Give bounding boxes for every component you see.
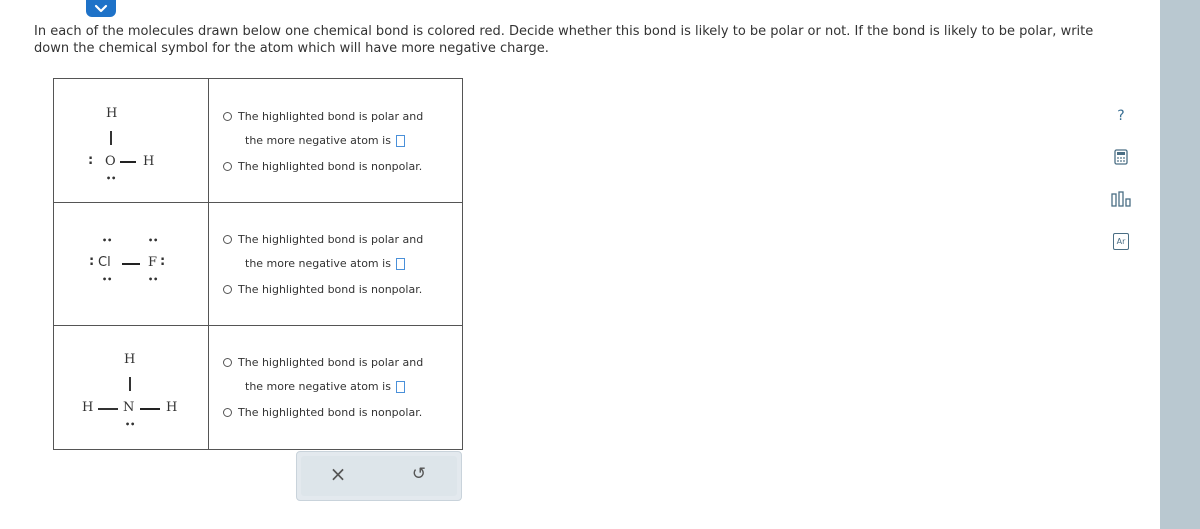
f-lone-pair-bottom: •• — [148, 275, 159, 284]
negative-atom-line — [245, 134, 405, 147]
negative-atom-input[interactable] — [396, 135, 405, 147]
bond-o-h-vertical — [110, 131, 112, 145]
nonpolar-radio[interactable] — [223, 162, 232, 171]
water-structure — [54, 79, 208, 202]
negative-atom-label: the more negative atom is — [245, 380, 391, 393]
atom-h-top: H — [124, 352, 136, 367]
atom-o: O — [105, 154, 116, 169]
chevron-down-icon — [94, 4, 108, 13]
action-bar — [296, 451, 462, 501]
clear-button[interactable] — [326, 462, 350, 486]
bond-n-h-highlighted — [140, 408, 160, 410]
nonpolar-radio[interactable] — [223, 285, 232, 294]
nonpolar-option[interactable] — [223, 406, 422, 419]
nonpolar-label: The highlighted bond is nonpolar. — [238, 406, 423, 419]
collapse-button[interactable] — [86, 0, 116, 17]
polar-label: The highlighted bond is polar and — [238, 233, 424, 246]
cl-lone-pair-bottom: •• — [102, 275, 113, 284]
lone-pair-bottom: •• — [106, 174, 117, 183]
clf-structure — [54, 202, 208, 325]
molecule-table — [53, 78, 463, 450]
atom-h-left: H — [82, 400, 94, 415]
help-button[interactable] — [1108, 105, 1134, 127]
bond-o-h-highlighted — [120, 161, 136, 163]
bond-h-n-left — [98, 408, 118, 410]
calculator-icon — [1114, 149, 1128, 165]
help-icon: ? — [1117, 108, 1125, 124]
negative-atom-label: the more negative atom is — [245, 134, 391, 147]
row-ammonia — [54, 325, 462, 449]
atom-h-right: H — [166, 400, 178, 415]
undo-icon: ↺ — [411, 464, 427, 484]
nonpolar-option[interactable] — [223, 160, 422, 173]
undo-button[interactable] — [407, 462, 431, 486]
polar-radio[interactable] — [223, 358, 232, 367]
periodic-table-icon: Ar — [1113, 233, 1129, 250]
cl-lone-pair-left: : — [89, 254, 95, 269]
nonpolar-label: The highlighted bond is nonpolar. — [238, 283, 423, 296]
row-water-options — [223, 79, 453, 202]
f-lone-pair-top: •• — [148, 236, 159, 245]
negative-atom-input[interactable] — [396, 258, 405, 270]
close-icon: × — [329, 462, 347, 486]
f-lone-pair-right: : — [160, 254, 166, 269]
nonpolar-option[interactable] — [223, 283, 422, 296]
calculator-button[interactable] — [1108, 146, 1134, 168]
lone-pair-left: : — [88, 153, 94, 168]
row-chlorine-fluoride — [54, 202, 462, 325]
polar-radio[interactable] — [223, 112, 232, 121]
polar-option[interactable] — [223, 233, 423, 246]
polar-radio[interactable] — [223, 235, 232, 244]
atom-h-right: H — [143, 154, 155, 169]
cl-lone-pair-top: •• — [102, 236, 113, 245]
polar-option[interactable] — [223, 356, 423, 369]
nonpolar-radio[interactable] — [223, 408, 232, 417]
chart-icon — [1111, 191, 1131, 207]
ammonia-structure — [54, 325, 208, 449]
right-sidebar — [1160, 0, 1200, 529]
negative-atom-label: the more negative atom is — [245, 257, 391, 270]
polar-option[interactable] — [223, 110, 423, 123]
chart-button[interactable] — [1108, 188, 1134, 210]
row-water — [54, 79, 462, 202]
row-ammonia-options — [223, 325, 453, 449]
question-prompt: In each of the molecules drawn below one chemical bond is colored red. Decide whether this bond is likely to be polar or not. If the bond is likely to be polar, write down the chemical symbol for the atom which will have more negative charge. — [34, 24, 1094, 56]
atom-n: N — [123, 400, 135, 415]
atom-cl: Cl — [98, 255, 111, 270]
bond-n-h-vertical — [129, 377, 131, 391]
negative-atom-line — [245, 257, 405, 270]
atom-f: F — [148, 255, 158, 270]
bond-cl-f-highlighted — [122, 263, 140, 265]
periodic-table-button[interactable] — [1108, 230, 1134, 252]
polar-label: The highlighted bond is polar and — [238, 110, 424, 123]
negative-atom-input[interactable] — [396, 381, 405, 393]
n-lone-pair: •• — [125, 420, 136, 429]
row-clf-options — [223, 202, 453, 325]
nonpolar-label: The highlighted bond is nonpolar. — [238, 160, 423, 173]
atom-h-top: H — [106, 106, 118, 121]
negative-atom-line — [245, 380, 405, 393]
polar-label: The highlighted bond is polar and — [238, 356, 424, 369]
